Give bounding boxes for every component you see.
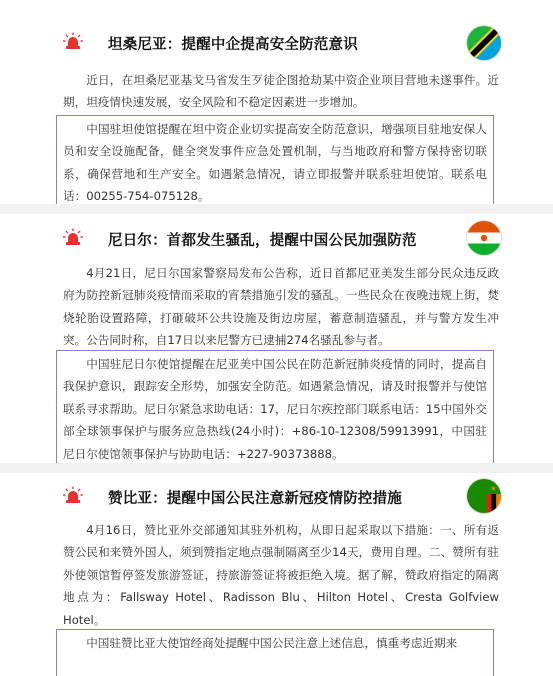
siren-icon	[62, 228, 84, 246]
section-paragraph: 近日，在坦桑尼亚基戈马省发生歹徒企图抢劫某中资企业项目营地未遂事件。近期，坦疫情快速发展，安全风险和不稳定因素进一步增加。	[63, 73, 499, 110]
tanzania-flag-icon	[467, 26, 501, 60]
section-title: 尼日尔：首都发生骚乱，提醒中国公民加强防范	[108, 233, 417, 249]
siren-icon	[62, 32, 84, 50]
section-title: 赞比亚：提醒中国公民注意新冠疫情防控措施	[108, 491, 402, 507]
section-divider	[0, 463, 553, 473]
section-header	[0, 217, 553, 257]
embassy-notice-box: 中国驻坦使馆提醒在坦中资企业切实提高安全防范意识，增强项目驻地安保人员和安全设施配备，健全突发事件应急处置机制，与当地政府和警方保持密切联系，确保营地和生产安全。如遇紧急情况，请立即报警并联系驻坦使馆。联系电话：00255-754-075128。	[56, 115, 494, 211]
section-paragraph: 4月16日，赞比亚外交部通知其驻外机构，从即日起采取以下措施：一、所有返赞公民和来赞外国人，须到赞指定地点强制隔离至少14天，费用自理。二、赞所有驻外使领馆暂停签发旅游签证，持旅游签证将被拒绝入境。据了解，赞政府指定的隔离地点为：Fallsway Hotel、Radisson Blu、Hilton Hotel、Cresta Golfview Hotel。	[63, 523, 499, 627]
siren-icon	[62, 486, 84, 504]
section-title: 坦桑尼亚：提醒中企提高安全防范意识	[108, 37, 358, 53]
embassy-notice-box: 中国驻赞比亚大使馆经商处提醒中国公民注意上述信息，慎重考虑近期来	[56, 629, 494, 676]
section-paragraph: 4月21日，尼日尔国家警察局发布公告称，近日首都尼亚美发生部分民众违反政府为防控新冠肺炎疫情而采取的宵禁措施引发的骚乱。一些民众在夜晚违规上街，焚烧轮胎设置路障，打砸破坏公共设施及街边房屋，蓄意制造骚乱，并与警方发生冲突。公告同时称，自17日以来尼警方已逮捕274名骚乱参与者。	[63, 266, 499, 348]
niger-flag-icon	[467, 221, 501, 255]
section-header	[0, 476, 553, 516]
section-header	[0, 23, 553, 63]
zambia-flag-icon	[467, 479, 501, 513]
embassy-notice-box: 中国驻尼日尔使馆提醒在尼亚美中国公民在防范新冠肺炎疫情的同时，提高自我保护意识，跟踪安全形势，加强安全防范。如遇紧急情况，请及时报警并与使馆联系寻求帮助。尼日尔紧急求助电话：17，尼日尔疾控部门联系电话：15中国外交部全球领事保护与服务应急热线(24小时)：+86-10-12308/59913991，中国驻尼日尔使馆领事保护与协助电话：+227-90373888。	[56, 350, 494, 468]
section-divider	[0, 204, 553, 214]
